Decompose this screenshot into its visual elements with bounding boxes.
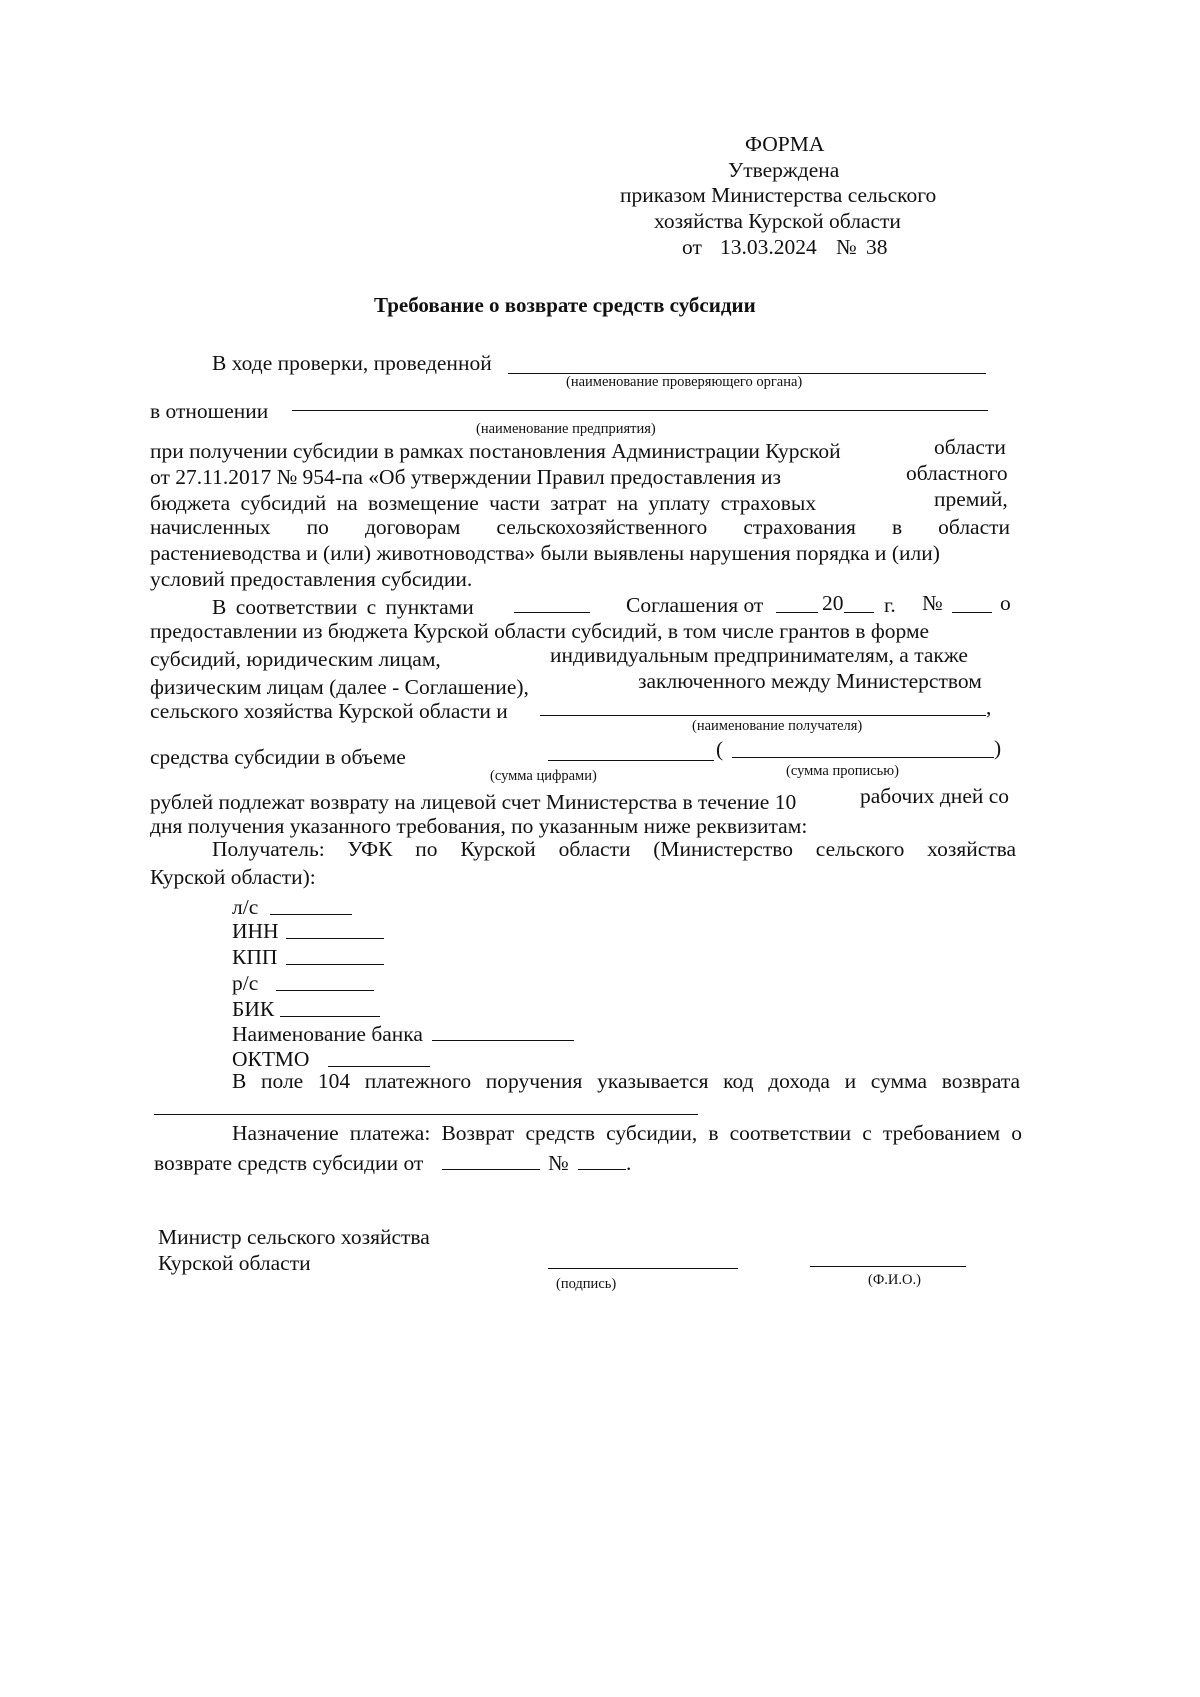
word: поле [260, 1069, 304, 1093]
word: Возврат [441, 1121, 515, 1145]
para1-line6: условий предоставления субсидии. [150, 567, 473, 591]
amount-close-paren: ) [994, 736, 1002, 760]
payment-line1 [232, 1120, 1022, 1146]
document-title: Требование о возврате средств субсидии [374, 293, 756, 317]
word: сумма [870, 1069, 928, 1093]
agreement-year-suffix: г. [884, 593, 896, 617]
agreement-year-prefix: 20 [822, 591, 844, 615]
name-caption: (Ф.И.О.) [868, 1272, 921, 1288]
rs-label: р/с [232, 971, 259, 995]
para2-line3-end: индивидуальным предпринимателям, а также [550, 643, 968, 667]
field104-line [232, 1068, 1020, 1094]
para1-line5: растениеводства и (или) животноводства» были выявлены нарушения порядка и (или) [150, 541, 940, 565]
word: начисленных [150, 515, 271, 539]
order-date: 13.03.2024 [720, 235, 817, 259]
word: (Министерство [653, 837, 793, 861]
para1-line3: бюджета субсидий на возмещение части затрат на уплату страховых [150, 491, 817, 515]
amount-digits-caption: (сумма цифрами) [490, 768, 597, 784]
enterprise-blank-line [292, 410, 988, 411]
para1-line1: при получении субсидии в рамках постановления Администрации Курской [150, 439, 841, 463]
bik-label: БИК [232, 997, 275, 1021]
word: в [708, 1121, 719, 1145]
para3-line1-end: рабочих дней со [860, 784, 1010, 808]
word: сельского [815, 837, 905, 861]
form-label: ФОРМА [745, 132, 825, 156]
word: с [862, 1121, 872, 1145]
word: платежного [364, 1069, 472, 1093]
agreement-number-prefix: № [922, 591, 943, 615]
inspector-caption: (наименование проверяющего органа) [566, 374, 803, 390]
word: средств [525, 1121, 596, 1145]
para2-line4-start: физическим лицам (далее - Соглашение), [150, 675, 529, 699]
ls-blank [270, 914, 352, 915]
word: В [232, 1069, 247, 1093]
word: хозяйства [927, 837, 1017, 861]
word: о [1011, 1121, 1022, 1145]
word: Курской [460, 837, 536, 861]
agreement-o: о [1000, 591, 1011, 615]
para1-line4 [150, 514, 1010, 540]
para1-line2-end: областного [906, 461, 1008, 485]
amount-words-caption: (сумма прописью) [786, 763, 899, 779]
word: Получатель: [212, 837, 325, 861]
agreement-number-blank [952, 612, 992, 613]
para1-line2: от 27.11.2017 № 954-па «Об утверждении Правил предоставления из [150, 465, 782, 489]
regarding-label: в отношении [150, 399, 269, 423]
order-line-2: хозяйства Курской области [654, 209, 901, 233]
recipient-caption: (наименование получателя) [692, 718, 863, 734]
approved-label: Утверждена [728, 158, 840, 182]
agreement-day-blank [776, 612, 818, 613]
word: соответствии [729, 1121, 852, 1145]
para2-line1-start: В соответствии с пунктами [212, 595, 474, 619]
oktmo-blank [328, 1066, 430, 1067]
order-number-prefix: № [836, 235, 857, 259]
payment-line2: возврате средств субсидии от [154, 1151, 424, 1175]
amount-words-blank [732, 757, 994, 758]
para1-line3-end: премий, [934, 487, 1008, 511]
oktmo-label: ОКТМО [232, 1047, 310, 1071]
payment-date-blank [442, 1169, 540, 1170]
order-line-1: приказом Министерства сельского [620, 183, 937, 207]
kpp-label: КПП [232, 945, 278, 969]
word: субсидии, [606, 1121, 698, 1145]
word: дохода [768, 1069, 830, 1093]
kpp-blank [286, 964, 384, 965]
recipient-comma: , [986, 695, 992, 719]
name-blank-line [810, 1266, 966, 1267]
minister-title-line1: Министр сельского хозяйства [158, 1225, 430, 1249]
inn-blank [286, 938, 384, 939]
para3-line1: рублей подлежат возврату на лицевой счет Министерства в течение 10 [150, 790, 797, 814]
order-number: 38 [866, 235, 888, 259]
word: платежа: [349, 1121, 431, 1145]
inn-label: ИНН [232, 919, 279, 943]
recipient-line1 [212, 836, 1016, 862]
agreement-from: Соглашения от [626, 593, 764, 617]
signature-blank-line [548, 1268, 738, 1269]
recipient-blank-line [540, 715, 986, 716]
word: по [306, 515, 329, 539]
word: договорам [364, 515, 461, 539]
para2-line3-start: субсидий, юридическим лицам, [150, 647, 441, 671]
agreement-year-blank [844, 612, 874, 613]
word: поручения [485, 1069, 583, 1093]
payment-number-prefix: № [548, 1151, 569, 1175]
ls-label: л/с [232, 895, 259, 919]
word: указывается [597, 1069, 709, 1093]
word: страхования [743, 515, 856, 539]
word: области [938, 515, 1011, 539]
para2-line5: сельского хозяйства Курской области и [150, 699, 508, 723]
enterprise-caption: (наименование предприятия) [476, 421, 656, 437]
word: Назначение [232, 1121, 339, 1145]
bik-blank [280, 1016, 380, 1017]
points-blank-line [514, 612, 590, 613]
word: по [415, 837, 438, 861]
word: требованием [882, 1121, 1001, 1145]
order-date-prefix: от [682, 235, 702, 259]
field104-blank-line [154, 1114, 698, 1115]
amount-digits-blank [548, 760, 714, 761]
bank-label: Наименование банка [232, 1022, 423, 1046]
word: код [723, 1069, 754, 1093]
para2-line4-end: заключенного между Министерством [638, 669, 982, 693]
word: и [844, 1069, 857, 1093]
amount-open-paren: ( [716, 737, 724, 761]
payment-period: . [626, 1151, 632, 1175]
word: 104 [317, 1069, 351, 1093]
amount-label: средства субсидии в объеме [150, 745, 406, 769]
word: УФК [347, 837, 393, 861]
minister-title-line2: Курской области [158, 1251, 311, 1275]
rs-blank [276, 990, 374, 991]
inspection-intro: В ходе проверки, проведенной [212, 351, 492, 375]
word: области [558, 837, 631, 861]
para3-line2: дня получения указанного требования, по указанным ниже реквизитам: [150, 814, 808, 838]
recipient-line2: Курской области): [150, 865, 316, 889]
word: возврата [941, 1069, 1021, 1093]
word: сельскохозяйственного [496, 515, 708, 539]
para1-line1-end: области [934, 435, 1006, 459]
signature-caption: (подпись) [556, 1276, 617, 1292]
para2-line2: предоставлении из бюджета Курской области субсидий, в том числе грантов в форме [150, 619, 930, 643]
payment-number-blank [578, 1169, 626, 1170]
word: в [891, 515, 903, 539]
bank-blank [432, 1040, 574, 1041]
